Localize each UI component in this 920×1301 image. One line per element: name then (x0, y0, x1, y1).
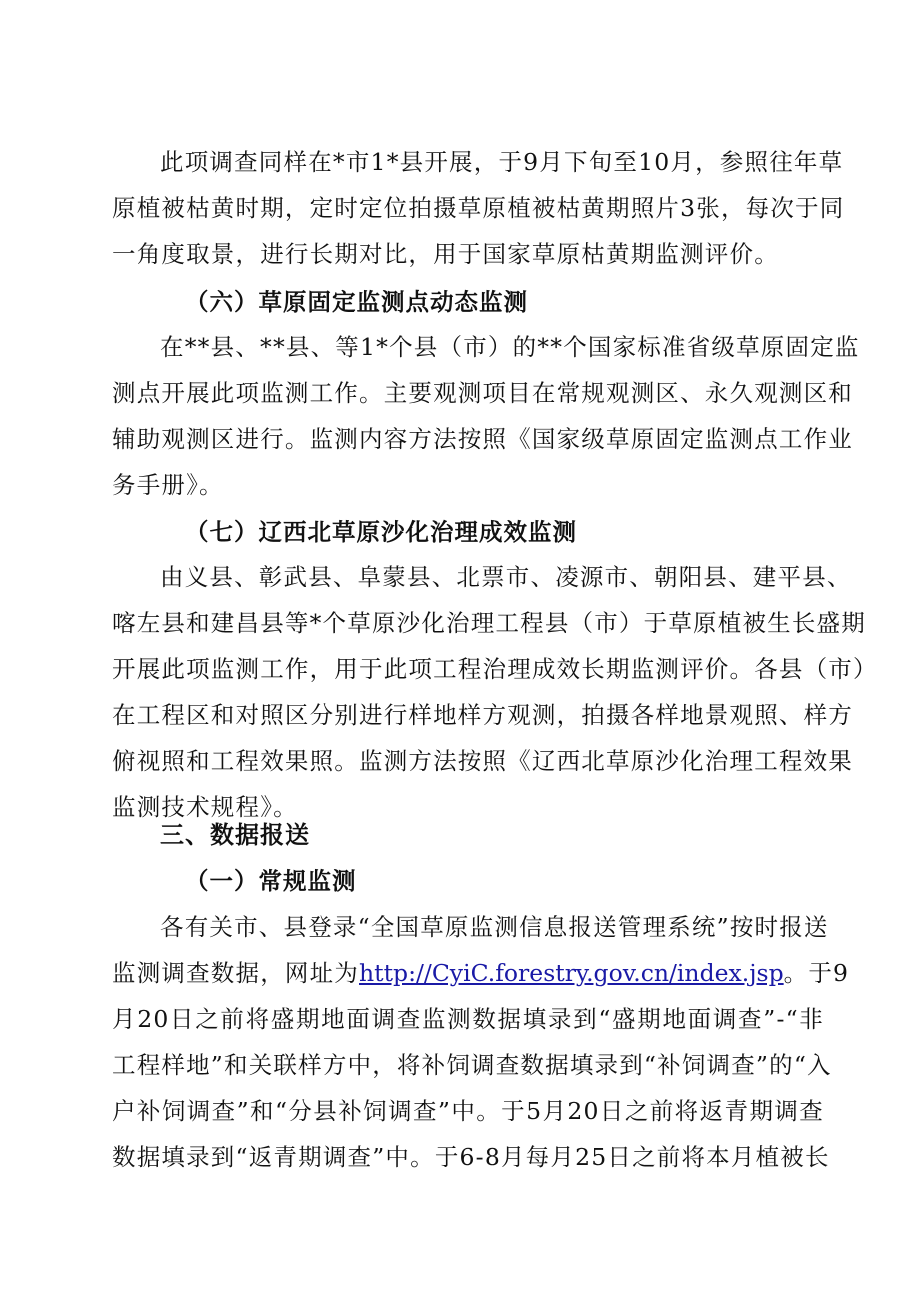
link-prefix-text: 监测调查数据，网址为 (112, 959, 359, 987)
paragraph-line-with-link (112, 956, 850, 990)
paragraph-line: 在工程区和对照区分别进行样地样方观测，拍摄各样地景观照、样方 (112, 701, 853, 729)
paragraph-line: 俯视照和工程效果照。监测方法按照《辽西北草原沙化治理工程效果 (112, 747, 853, 775)
paragraph-line: 工程样地”和关联样方中，将补饲调查数据填录到“补饲调查”的“入 (112, 1051, 832, 1079)
paragraph-line: 原植被枯黄时期，定时定位拍摄草原植被枯黄期照片3张，每次于同 (112, 194, 845, 222)
paragraph-line: 数据填录到“返青期调查”中。于6-8月每月25日之前将本月植被长 (112, 1143, 830, 1171)
website-link[interactable]: http://CyiC.forestry.gov.cn/index.jsp (359, 959, 784, 987)
paragraph-line: 测点开展此项监测工作。主要观测项目在常规观测区、永久观测区和 (112, 379, 853, 407)
paragraph-line: 一角度取景，进行长期对比，用于国家草原枯黄期监测评价。 (112, 240, 779, 268)
section-heading: （七）辽西北草原沙化治理成效监测 (185, 518, 577, 546)
paragraph-line: 监测技术规程》。 (112, 793, 298, 821)
paragraph-line: 辅助观测区进行。监测内容方法按照《国家级草原固定监测点工作业 (112, 425, 853, 453)
subsection-heading: （一）常规监测 (185, 867, 357, 895)
section-heading: （六）草原固定监测点动态监测 (185, 288, 528, 316)
part-heading: 三、数据报送 (160, 821, 310, 849)
paragraph-line: 各有关市、县登录“全国草原监测信息报送管理系统”按时报送 (160, 913, 829, 941)
paragraph-line: 在**县、**县、等1*个县（市）的**个国家标准省级草原固定监 (160, 333, 860, 361)
paragraph-line: 由义县、彰武县、阜蒙县、北票市、凌源市、朝阳县、建平县、 (160, 563, 852, 591)
paragraph-line: 喀左县和建昌县等*个草原沙化治理工程县（市）于草原植被生长盛期 (112, 609, 866, 637)
link-suffix-text: 。于9 (783, 959, 850, 987)
paragraph-line: 开展此项监测工作，用于此项工程治理成效长期监测评价。各县（市） (112, 655, 878, 683)
paragraph-line: 此项调查同样在*市1*县开展，于9月下旬至10月，参照往年草 (160, 148, 844, 176)
paragraph-line: 月20日之前将盛期地面调查监测数据填录到“盛期地面调查”-“非 (112, 1005, 824, 1033)
paragraph-line: 务手册》。 (112, 471, 224, 499)
paragraph-line: 户补饲调查”和“分县补饲调查”中。于5月20日之前将返青期调查 (112, 1097, 824, 1125)
